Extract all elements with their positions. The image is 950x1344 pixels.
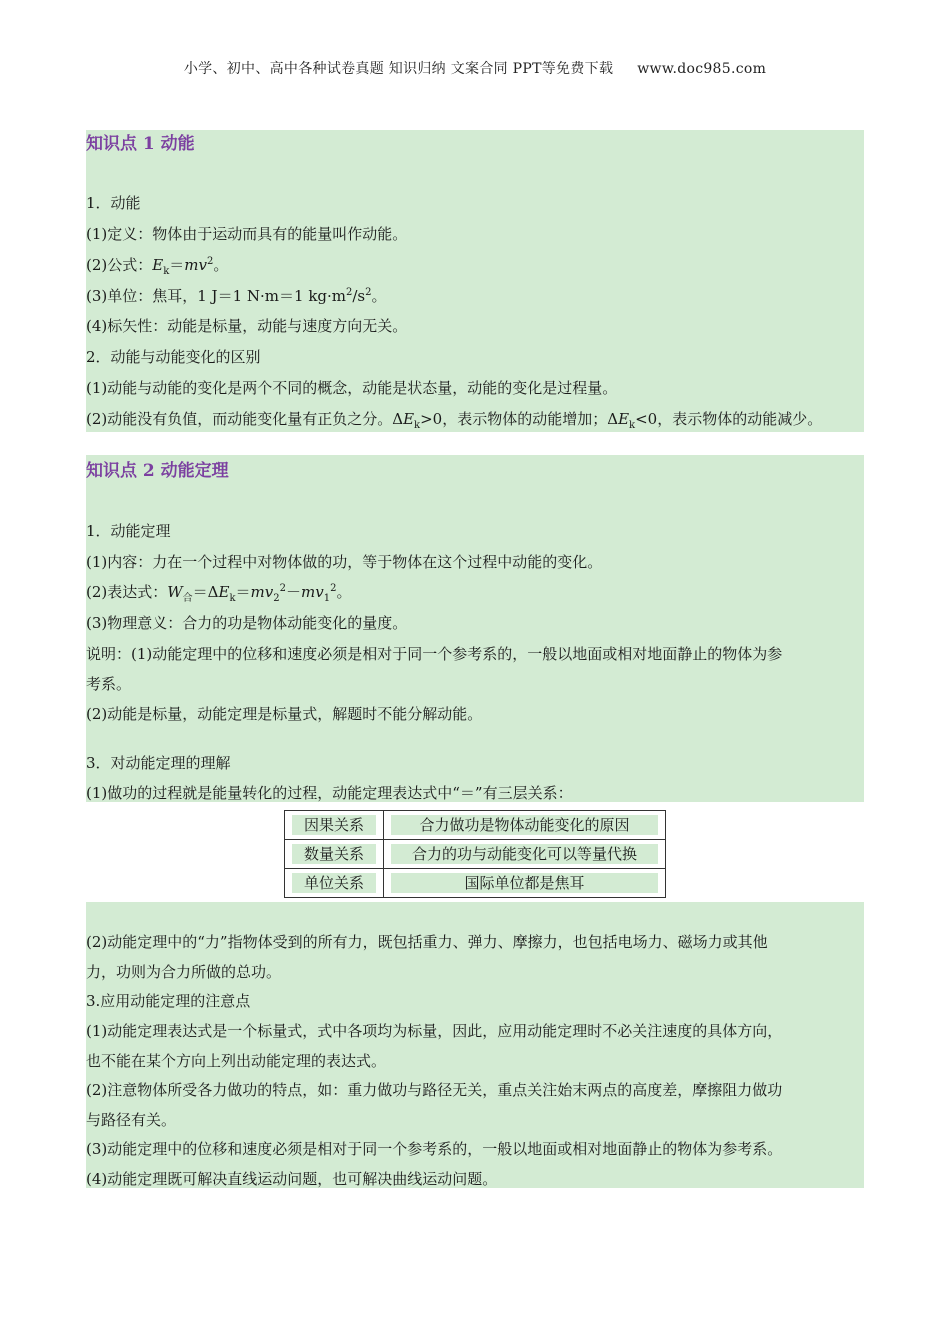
section2-heading: 知识点 2 动能定理: [86, 461, 229, 481]
s1-scalar: (4)标矢性：动能是标量，动能与速度方向无关。: [86, 317, 408, 335]
s1-formula-prefix: (2)公式：: [86, 256, 153, 274]
t4-paragraph-3: (3)动能定理中的位移和速度必须是相对于同一个参考系的，一般以地面或相对地面静止的物体为参考系。: [86, 1140, 783, 1158]
table-cell-value: 国际单位都是焦耳: [384, 869, 666, 898]
s2-p2-a: (2)动能没有负值，而动能变化量有正负之分。Δ: [86, 410, 404, 428]
table-cell-key: 单位关系: [285, 869, 384, 898]
t4-p1-line-1: (1)动能定理表达式是一个标量式，式中各项均为标量，因此，应用动能定理时不必关注速度的具体方向，: [86, 1022, 783, 1040]
table-cell-value: 合力做功是物体动能变化的原因: [384, 811, 666, 840]
s2-title: 2．动能与动能变化的区别: [86, 348, 261, 366]
s2-p2-b: >0，表示物体的动能增加；Δ: [420, 410, 619, 428]
t3-p2-line-1: (2)动能定理中的“力”指物体受到的所有力，既包括重力、弹力、摩擦力，也包括电场力、磁场力或其他: [86, 933, 768, 951]
table-row: [285, 811, 666, 840]
header-url[interactable]: www.doc985.com: [637, 61, 767, 77]
t3-paragraph-1: (1)做功的过程就是能量转化的过程，动能定理表达式中“＝”有三层关系：: [86, 784, 573, 802]
section1-heading: 知识点 1 动能: [86, 134, 195, 154]
t1-expr-prefix: (2)表达式：: [86, 583, 168, 601]
s2-paragraph-1: (1)动能与动能的变化是两个不同的概念，动能是状态量，动能的变化是过程量。: [86, 379, 618, 397]
note-line-1: 说明：(1)动能定理中的位移和速度必须是相对于同一个参考系的，一般以地面或相对地面静止的物体为参: [86, 645, 783, 663]
table-cell-key: 因果关系: [285, 811, 384, 840]
s1-unit: (3)单位：焦耳，1 J＝1 N·m＝1 $kg\cdot m^2/s^2$。: [86, 287, 387, 305]
table-cell-value: 合力的功与动能变化可以等量代换: [384, 840, 666, 869]
table-cell-key: 数量关系: [285, 840, 384, 869]
t1-content: (1)内容：力在一个过程中对物体做的功，等于物体在这个过程中动能的变化。: [86, 553, 603, 571]
s1-unit-mid: /s: [352, 287, 366, 305]
header-text: 小学、初中、高中各种试卷真题 知识归纳 文案合同 PPT等免费下载: [183, 61, 614, 77]
t4-paragraph-4: (4)动能定理既可解决直线运动问题，也可解决曲线运动问题。: [86, 1170, 498, 1188]
t4-p1-line-2: 也不能在某个方向上列出动能定理的表达式。: [86, 1052, 387, 1070]
t3-p2-line-2: 力，功则为合力所做的总功。: [86, 963, 282, 981]
table-row: [285, 840, 666, 869]
t1-meaning: (3)物理意义：合力的功是物体动能变化的量度。: [86, 614, 408, 632]
t4-p2-line-1: (2)注意物体所受各力做功的特点，如：重力做功与路径无关，重点关注始末两点的高度差，摩擦阻力做功: [86, 1081, 783, 1099]
page-header: [0, 58, 950, 78]
table-row: [285, 869, 666, 898]
s2-paragraph-2: (2)动能没有负值，而动能变化量有正负之分。$\Delta E_k>0$，表示物体的动能增加；$\Delta E_k<0$，表示物体的动能减少。: [86, 410, 823, 431]
t1-title: 1．动能定理: [86, 522, 171, 540]
note-line-2: 考系。: [86, 675, 132, 693]
s1-title: 1．动能: [86, 194, 141, 212]
s2-p2-c: <0，表示物体的动能减少。: [635, 410, 823, 428]
t3-title: 3．对动能定理的理解: [86, 754, 231, 772]
t4-title: 3.应用动能定理的注意点: [86, 992, 251, 1010]
note-paragraph-2: (2)动能是标量，动能定理是标量式，解题时不能分解动能。: [86, 705, 483, 723]
t4-p2-line-2: 与路径有关。: [86, 1111, 177, 1129]
s1-unit-prefix: (3)单位：焦耳，1 J＝1 N·m＝1 kg·m: [86, 287, 346, 305]
s1-definition: (1)定义：物体由于运动而具有的能量叫作动能。: [86, 225, 408, 243]
s1-formula: (2)公式：$E_k=mv^2$。: [86, 256, 229, 277]
t1-expression: (2)表达式：$W_合=\Delta E_k=mv_2^2-mv_1^2$。: [86, 583, 352, 604]
relation-table: [284, 810, 666, 898]
